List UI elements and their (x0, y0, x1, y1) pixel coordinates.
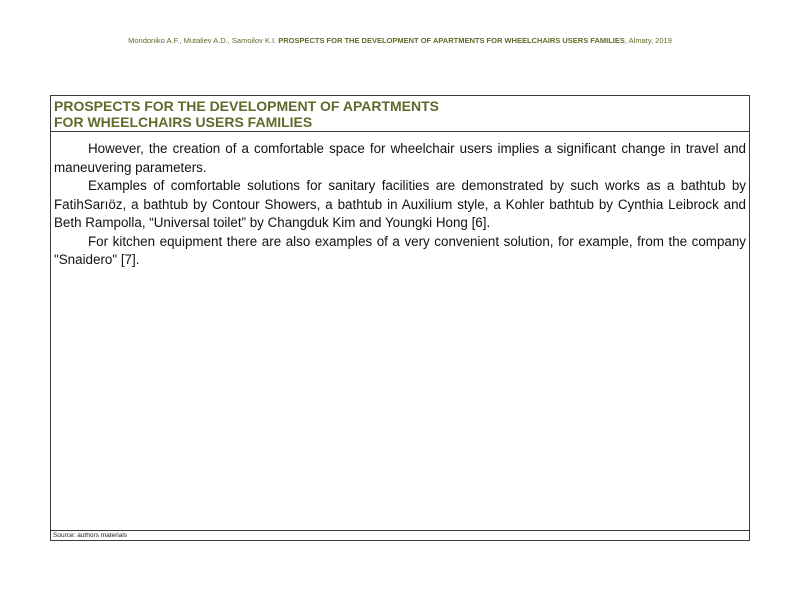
paragraph-kitchen-equipment: For kitchen equipment there are also examples of a very convenient solution, for example, from the company "Snaidero" [7]. (54, 233, 746, 267)
slide-frame (50, 95, 750, 541)
header-title: PROSPECTS FOR THE DEVELOPMENT OF APARTMENTS FOR WHEELCHAIRS USERS FAMILIES (278, 36, 625, 45)
paragraph-travel-parameters: However, the creation of a comfortable space for wheelchair users implies a significant change in travel and maneuvering parameters. (54, 141, 746, 175)
source-note: Source: authors materials (51, 530, 749, 540)
slide-body (51, 132, 749, 530)
running-header (0, 36, 800, 45)
slide-title-line-1: PROSPECTS FOR THE DEVELOPMENT OF APARTMENTS (54, 98, 440, 114)
slide-title-line-2: FOR WHEELCHAIRS USERS FAMILIES (54, 114, 313, 130)
paragraph-sanitary-examples: Examples of comfortable solutions for sanitary facilities are demonstrated by such works as a bathtub by FatihSarıöz, a bathtub by Contour Showers, a bathtub in Auxilium style, a Kohler bathtub by Cynthia Leibrock and Beth Rampolla, “Universal toilet” by Changduk Kim and Youngki Hong [6]. (54, 178, 746, 230)
header-authors: Mondoniko A.F., Mutaliev A.D., Samoilov K.I. (128, 36, 277, 45)
slide-title (51, 96, 749, 132)
header-place-year: , Almaty, 2019 (624, 36, 672, 45)
